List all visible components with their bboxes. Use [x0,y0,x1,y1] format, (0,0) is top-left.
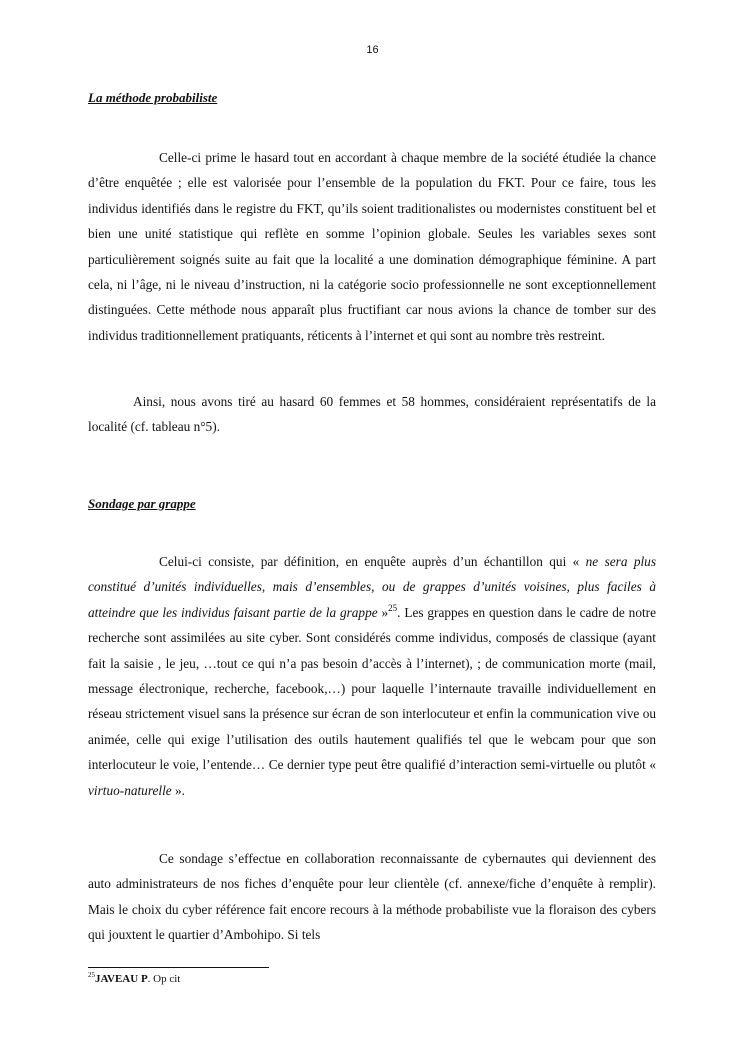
paragraph-sondage-grappe-intro: Celui-ci consiste, par définition, en enquête auprès d’un échantillon qui « [159,554,586,569]
page-number: 16 [366,44,379,56]
paragraph-tirage-hasard: Ainsi, nous avons tiré au hasard 60 femmes et 58 hommes, considéraient représentatifs de la localité (cf. tableau n°5). [88,394,656,435]
paragraph-methode-probabiliste: Celle-ci prime le hasard tout en accordant à chaque membre de la société étudiée la chance d’être enquêtée ; elle est valorisée pour l’ensemble de la population du FKT. Pour ce faire, tous les individus identifiés dans le registre du FKT, qu’ils soient traditionalistes ou modernistes constituent bel et bien une unité statistique qui reflète en somme l’opinion globale. Seules les variables sexes sont particulièrement soignés suite au fait que la localité a une domination démographique féminine. A part cela, ni l’âge, ni le niveau d’instruction, ni la catégorie socio professionnelle ne sont exceptionnellement distinguées. Cette méthode nous apparaît plus fructifiant car nous avions la chance de tomber sur des individus traditionnellement pratiquants, réticents à l’internet et qui sont au nombre très restreint. [88,150,656,343]
footnote-separator [88,967,269,968]
term-virtuo-naturelle: virtuo-naturelle [88,782,172,798]
paragraph-sondage-grappe [88,549,656,803]
footnote-number: 25 [88,971,95,979]
section-title-methode-probabiliste: La méthode probabiliste [88,90,218,105]
paragraph-collaboration-cybernautes: Ce sondage s’effectue en collaboration reconnaissante de cybernautes qui deviennent des auto administrateurs de nos fiches d’enquête pour leur clientèle (cf. annexe/fiche d’enquête à remplir). Mais le choix du cyber référence fait encore recours à la méthode probabiliste vue la floraison des cybers qui jouxtent le quartier d’Ambohipo. Si tels [88,851,656,943]
footnote-text: . Op cit [147,973,181,985]
definition-quote: ne sera plus constitué d’unités individuelles, mais d’ensembles, ou de grappes d’unités voisines, plus faciles à atteindre que les individus faisant partie de la grappe [88,554,656,620]
paragraph-sondage-grappe-body: . Les grappes en question dans le cadre de notre recherche sont assimilées au site cyber. Sont considérés comme individus, composés de classique (ayant fait la saisie , le jeu, …tout ce qui n’a pas besoin d’accès à l’internet), ; de communication morte (mail, message électronique, recherche, facebook,…) pour laquelle l’internaute travaille individuellement en réseau strictement visuel sans la présence sur écran de son interlocuteur et enfin la communication vive ou animée, celle qui exige l’utilisation des outils hautement qualifiés tel que le webcam pour que son interlocuteur le voie, l’entende… Ce dernier type peut être qualifié d’interaction semi-virtuelle ou plutôt « [88,604,656,773]
section-title-sondage-grappe: Sondage par grappe [88,496,196,511]
footnote-reference: 25 [388,602,398,613]
paragraph-sondage-grappe-end: ». [171,782,185,798]
footnote [88,973,180,985]
quote-close: » [377,604,389,620]
footnote-author: JAVEAU P [95,973,148,985]
